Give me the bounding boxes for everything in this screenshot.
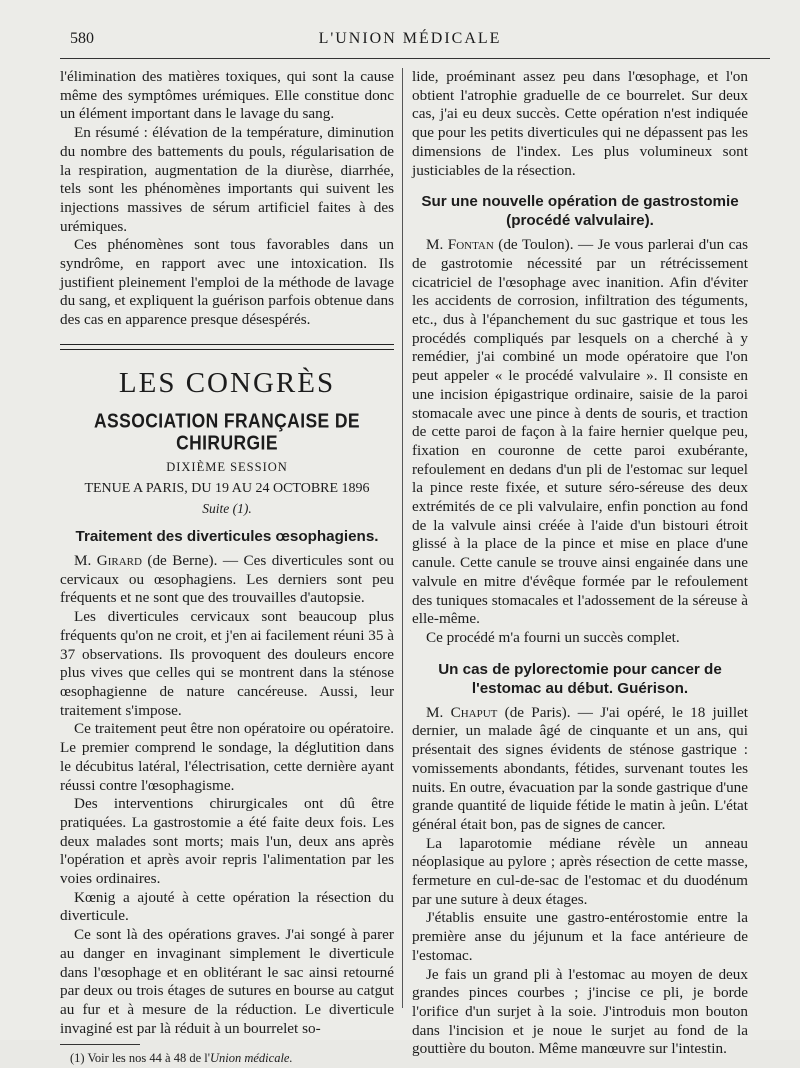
paragraph: J'établis ensuite une gastro-entérostomie entre la première anse du jéjunum et la face antérieure de l'estomac. bbox=[412, 909, 748, 964]
article-heading: Traitement des diverticules œsophagiens. bbox=[75, 528, 379, 546]
session-label: DIXIÈME SESSION bbox=[166, 459, 288, 474]
paragraph: lide, proéminant assez peu dans l'œsophage, et l'on obtient l'atrophie graduelle de ce bourrelet. Sur deux cas, j'ai eu deux succès. Cette opération n'est indiquée que pour les petits diverticules qui ne dépassent pas les dimensions de l'index. Les plus volumineux sont justiciables de la résection. bbox=[412, 68, 748, 179]
paragraph: Kœnig a ajouté à cette opération la résection du diverticule. bbox=[60, 888, 394, 925]
paragraph: Les diverticules cervicaux sont beaucoup plus fréquents qu'on ne croit, et j'en ai facilement réuni 35 à 37 observations. Ils provoquent des douleurs encore plus vives que celles qui se montrent dans la sténose œsophagienne de nature cancéreuse. Aussi, leur traitement s'impose. bbox=[60, 608, 394, 719]
author-name: M. Chaput bbox=[426, 703, 498, 721]
paragraph: Ces phénomènes sont tous favorables dans un syndrôme, en rapport avec une intoxication. Ils justifient pleinement l'emploi de la méthode de lavage du sang, et expliquent la guérison parfois obtenue dans des cas en apparence presque désespérés. bbox=[60, 236, 394, 329]
header-rule bbox=[60, 58, 770, 59]
paragraph: Ce traitement peut être non opératoire ou opératoire. Le premier comprend le sondage, la déglutition dans le décubitus latéral, l'électrisation, cette dernière ayant réussi contre l'œsophagisme. bbox=[60, 720, 394, 794]
running-title: L'UNION MÉDICALE bbox=[318, 30, 502, 47]
column-divider bbox=[402, 68, 403, 1008]
article-heading: Un cas de pylorectomie pour cancer de l'estomac au début. Guérison. bbox=[438, 660, 722, 697]
paragraph: Des interventions chirurgicales ont dû être pratiquées. La gastrostomie a été faite deux fois. Les deux malades sont morts; mais l'un, deux ans après l'opération et après avoir repris l'alimentation par les voies ordinaires. bbox=[60, 795, 394, 888]
paragraph: En résumé : élévation de la température, diminution du nombre des battements du pouls, régularisation de la respiration, augmentation de la diurèse, diarrhée, tels sont les phénomènes importants qui suivent les injections massives de sérum artificiel faites à des urémiques. bbox=[60, 124, 394, 235]
association-title: ASSOCIATION FRANÇAISE DE CHIRURGIE bbox=[94, 408, 360, 454]
paragraph-text: (de Paris). — J'ai opéré, le 18 juillet dernier, un malade âgé de cinquante et un ans, qui présentait des signes évidents de sténose gastrique : vomissements abondants, fétides, survenant toutes les nuits. En outre, évacuation par la sonde gastrique d'une grande quantité de liquide fétide le matin à jeûn. L'état général était bon, pas de signes de cancer. bbox=[412, 703, 748, 833]
paragraph-text: (de Toulon). — Je vous parlerai d'un cas de gastrotomie nécessité par un rétrécissement cicatriciel de l'œsophage avec inanition. Afin d'éviter les accidents de corrosion, infiltration des téguments, etc., dus à l'épanchement du suc gastrique et tous les procédés compliqués par lesquels on a cherché à y remédier, j'ai combiné un mode opératoire que l'on peut appeler « le procédé valvulaire ». Il consiste en une incision épigastrique ordinaire, saisie de la paroi stomacale avec une pince à dents de souris, et traction de cette paroi de façon à la faire hernier quelque peu, fixation en couronne de cette paroi exubérante, refoulement en dedans d'un pli de l'estomac sur lequel la pince reste fixée, et suture séro-séreuse des deux extrémités de ce pli valvulaire, enfin ponction au fond de la valvule ainsi créée à l'aide d'un bistouri étroit glissé à la place de la pince et mise en place d'une canule. Cette canule se trouve ainsi engainée dans une valvule en mitre d'évêque formée par le refoulement des tuniques stomacales et l'adossement de la séreuse à elle-même. bbox=[412, 236, 748, 628]
paragraph: Ce procédé m'a fourni un succès complet. bbox=[426, 628, 680, 646]
paragraph-text: (de Berne). — Ces diverticules sont ou cervicaux ou œsophagiens. Les derniers sont peu fréquents et ne sont que des trouvailles d'autopsie. bbox=[60, 552, 394, 607]
footnote-rule bbox=[60, 1044, 140, 1045]
right-column bbox=[412, 68, 748, 1059]
paragraph bbox=[412, 704, 748, 835]
paragraph: l'élimination des matières toxiques, qui sont la cause même des symptômes urémiques. Elle constitue donc un élément important dans le lavage du sang. bbox=[60, 68, 394, 123]
paragraph bbox=[60, 552, 394, 608]
author-name: M. Fontan bbox=[426, 236, 494, 254]
session-dates: TENUE A PARIS, DU 19 AU 24 OCTOBRE 1896 bbox=[84, 480, 370, 496]
section-rule bbox=[60, 344, 394, 350]
paragraph: Ce sont là des opérations graves. J'ai songé à parer au danger en invaginant simplement le diverticule dans l'œsophage et en oblitérant le sac ainsi retourné par deux ou trois étages de sutures en bourse au catgut au fur et à mesure de la réduction. Le diverticule invaginé est par là réduit à un bourrelet so- bbox=[60, 926, 394, 1037]
footnote bbox=[60, 1049, 394, 1068]
footnote-text: (1) Voir les nos 44 à 48 de l' bbox=[70, 1051, 210, 1066]
running-header bbox=[60, 28, 760, 54]
paragraph bbox=[412, 236, 748, 629]
author-name: M. Girard bbox=[74, 552, 142, 570]
article-heading: Sur une nouvelle opération de gastrostomie (procédé valvulaire). bbox=[421, 193, 739, 230]
footnote-journal: Union médicale. bbox=[209, 1051, 293, 1066]
page-number: 580 bbox=[70, 30, 94, 47]
section-title: LES CONGRÈS bbox=[118, 366, 336, 399]
paragraph: Je fais un grand pli à l'estomac au moyen de deux grandes pinces courbes ; j'incise ce pli, je borde l'orifice d'un surjet à la soie. J'introduis mon bouton dans l'incision et je noue le surjet au fond de la gouttière du bouton. Même manœuvre sur l'intestin. bbox=[412, 965, 748, 1058]
paragraph: La laparotomie médiane révèle un anneau néoplasique au pylore ; après résection de cette masse, fermeture en cul-de-sac de l'estomac et du duodénum par une suture à deux étages. bbox=[412, 834, 748, 908]
left-column bbox=[60, 68, 394, 1068]
continuation-note: Suite (1). bbox=[202, 501, 252, 517]
